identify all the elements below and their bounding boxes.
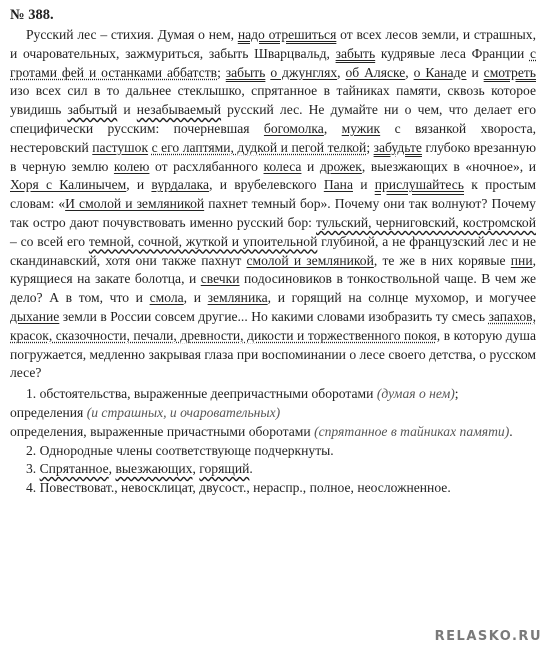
text-fragment: и: [466, 64, 484, 80]
marked-phrase: мужик: [341, 120, 381, 136]
text-fragment: подосиновиков в тонкоствольной чаще. В чем же дело? А в том, что и: [10, 271, 536, 306]
marked-phrase: смотреть: [483, 64, 537, 80]
marked-phrase: Пана: [323, 177, 353, 193]
text-fragment: , и: [126, 177, 152, 193]
marked-phrase: о Канаде: [413, 64, 467, 80]
marked-phrase: с гротами фей и останками аббатств: [10, 45, 536, 80]
marked-phrase: забудьте: [373, 139, 422, 155]
answer-line: [10, 460, 536, 479]
text-fragment: от расхлябанного: [149, 158, 264, 174]
exercise-text: [10, 26, 536, 383]
text-fragment: , те же в них корявые: [373, 252, 511, 268]
text-fragment: с вязанкой хвороста, нестеровский: [10, 120, 537, 155]
marked-phrase: забыть: [335, 45, 376, 61]
answer-line: [10, 423, 536, 442]
text-fragment: русский лес. Не думайте ни о чем, что делает его специфически русским: почерневшая: [10, 102, 537, 136]
example-quote: (думая о нем): [376, 386, 455, 402]
text-fragment: Русский лес – стихия. Думая о нем,: [26, 27, 238, 42]
text-fragment: ;: [366, 139, 374, 155]
marked-word: горящий: [199, 461, 250, 477]
marked-phrase: смолой и земляникой: [246, 252, 374, 268]
text-fragment: ,: [405, 64, 414, 80]
marked-phrase: о джунглях: [270, 64, 338, 80]
answer-text: определения, выраженные причастными оборотами: [10, 423, 315, 439]
marked-phrase: незабываемый: [136, 102, 222, 118]
text-fragment: ;: [217, 64, 226, 80]
text-fragment: , и горящий на солнце мухомор, и могучее: [267, 290, 536, 306]
answer-text: ,: [192, 461, 200, 477]
text-fragment: и: [301, 158, 320, 174]
marked-phrase: пастушок: [92, 139, 149, 155]
answer-text: .: [249, 461, 253, 477]
text-fragment: ,: [337, 64, 346, 80]
marked-phrase: Хоря с Калинычем: [10, 177, 127, 193]
answer-line: [10, 385, 536, 404]
answer-text: 3.: [26, 461, 40, 477]
answer-text: 4. Повествоват., невосклицат, двусост., нераспр., полное, неосложненное.: [26, 480, 451, 496]
marked-phrase: забытый: [67, 102, 118, 118]
answer-text: ;: [454, 386, 459, 402]
text-fragment: , выезжающих в «ночное», и: [361, 158, 536, 174]
answer-text: определения: [10, 404, 87, 420]
answer-text: .: [509, 423, 513, 439]
marked-word: Спрятанное: [39, 461, 109, 477]
marked-phrase: тульский, черниговский, костромской: [316, 214, 536, 230]
answer-text: 1. обстоятельства, выраженные деепричастными оборотами: [26, 386, 377, 402]
marked-phrase: дыхание: [10, 308, 60, 324]
marked-phrase: запахов, красок, сказочности, печали, древности, дикости и торжественного покоя: [10, 308, 536, 343]
text-fragment: земли в России совсем другие... Но какими словами изобразить ту смесь: [59, 308, 489, 324]
answer-text: 2. Однородные члены соответствующе подчеркнуты.: [26, 442, 334, 458]
text-fragment: , курящиеся на закате болотца, и: [10, 252, 537, 287]
marked-word: выезжающих: [115, 461, 193, 477]
text-fragment: к простым словам: «: [10, 177, 536, 212]
text-fragment: изо всех сил в то дальнее стеклышко, спрятанное в тайниках памяти, сквозь которое увидишь: [10, 83, 536, 118]
marked-phrase: с его лаптями, дудкой и пегой телкой: [151, 139, 367, 155]
marked-phrase: вурдалака: [151, 177, 210, 193]
exercise-number: № 388.: [10, 7, 54, 23]
marked-phrase: надо отрешиться: [237, 27, 337, 42]
marked-phrase: земляника: [207, 290, 268, 306]
text-fragment: от всех лесов земли, и страшных, и очаровательных, зажмуриться, забыть Шварцвальд,: [10, 27, 536, 61]
example-quote: (спрятанное в тайниках памяти): [314, 423, 510, 439]
answer-line: [10, 442, 536, 461]
marked-phrase: пни: [510, 252, 533, 268]
answers-block: [10, 385, 536, 498]
text-fragment: , в которую душа погружается, медленно закрывая глаза при воспоминании о лесе своего детства, о русском лесе?: [10, 327, 537, 381]
example-quote: (и страшных, и очаровательных): [86, 404, 281, 420]
answer-line: [10, 404, 536, 423]
marked-phrase: темной, сочной, жуткой и упоительной: [88, 233, 318, 249]
marked-phrase: колеса: [263, 158, 302, 174]
text-fragment: , и врубелевского: [209, 177, 324, 193]
text-fragment: глубиной, а не французский лес и не скандинавский, хотя они также пахнут: [10, 233, 537, 268]
text-fragment: и: [117, 102, 137, 118]
marked-phrase: забыть: [225, 64, 266, 80]
site-watermark: RELASKO.RU: [434, 629, 542, 644]
text-fragment: , и: [183, 290, 208, 306]
text-fragment: – со всей его: [10, 233, 89, 249]
text-fragment: пахнет темный бор». Почему они так волнуют? Почему так остро дают почувствовать именно русский бор:: [10, 196, 536, 230]
marked-phrase: об Аляске: [345, 64, 406, 80]
marked-phrase: прислушайтесь: [374, 177, 465, 193]
marked-phrase: дрожек: [319, 158, 362, 174]
text-fragment: и: [352, 177, 375, 193]
answer-text: ,: [108, 461, 116, 477]
marked-phrase: смола: [149, 290, 184, 306]
exercise-page: [10, 6, 536, 498]
answer-line: [10, 479, 536, 498]
marked-phrase: богомолка: [263, 120, 324, 136]
marked-phrase: колею: [113, 158, 150, 174]
text-fragment: ,: [323, 120, 342, 136]
marked-phrase: И смолой и земляникой: [65, 196, 205, 212]
text-fragment: глубоко врезанную в черную землю: [10, 139, 536, 174]
marked-phrase: свечки: [200, 271, 240, 287]
text-fragment: кудрявые леса Франции: [375, 45, 530, 61]
